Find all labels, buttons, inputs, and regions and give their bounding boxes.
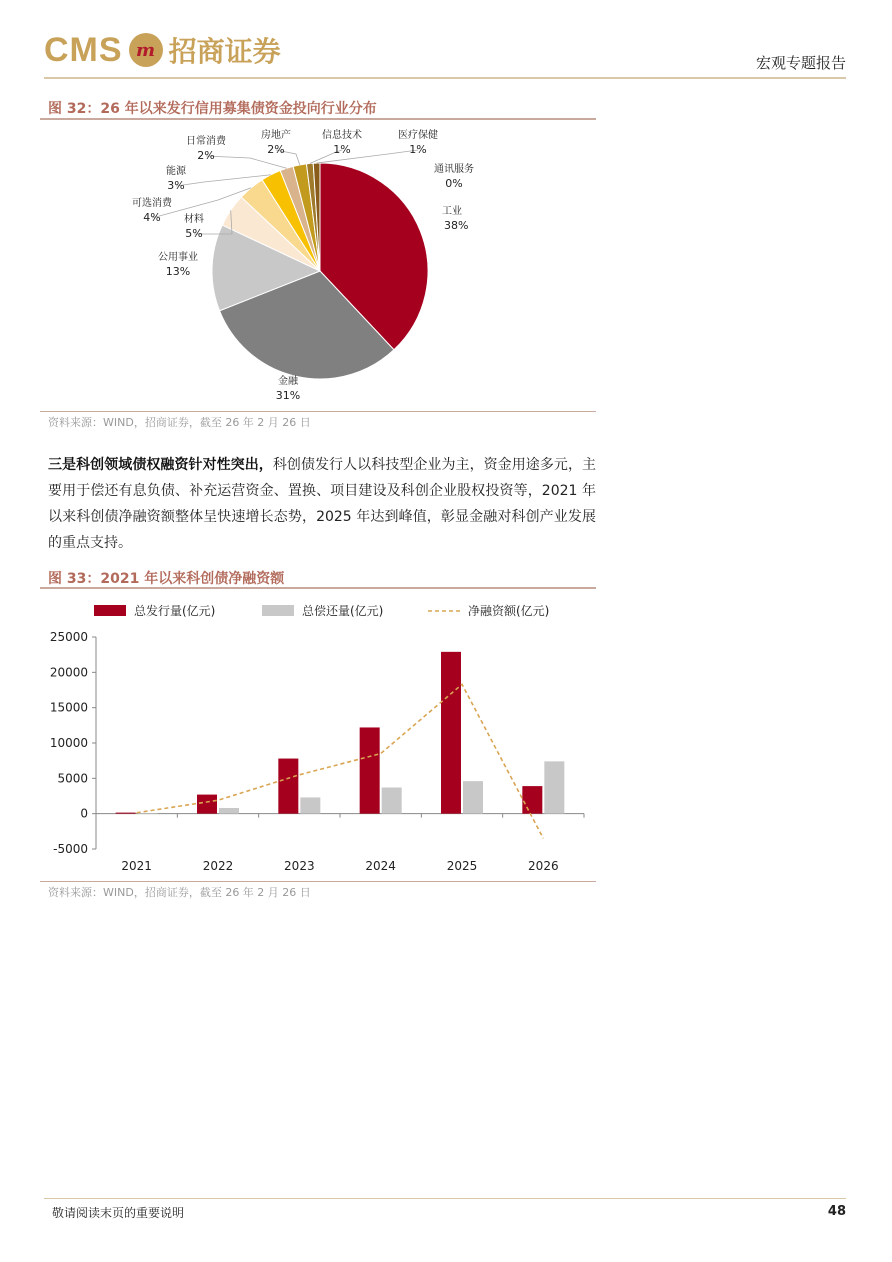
y-tick-label: 20000 — [49, 665, 88, 680]
legend-swatch — [94, 605, 126, 616]
y-tick-label: 15000 — [49, 700, 88, 715]
pie-label: 日常消费 — [186, 136, 226, 147]
pie-label: 医疗保健 — [398, 130, 438, 141]
figure33-bottom-rule — [40, 881, 596, 882]
footer-divider — [44, 1198, 846, 1199]
repayment-bar — [463, 781, 483, 814]
header-divider — [44, 77, 846, 79]
pie-value-label: 31% — [275, 389, 301, 402]
pie-value-label: 3% — [167, 179, 185, 192]
logo-mark-icon: m — [129, 33, 163, 67]
x-tick-label: 2026 — [528, 859, 559, 873]
paragraph-body: 科创债发行人以科技型企业为主，资金用途多元，主要用于偿还有息负债、补充运营资金、置换、项目建设及科创企业股权投资等，2021 年以来科创债净融资额整体呈快速增长态势，2025 年达到峰值，彰显金融对科创产业发展的重点支持。 — [48, 457, 597, 551]
body-paragraph — [48, 452, 596, 556]
company-logo — [44, 28, 281, 72]
issuance-bar — [116, 813, 136, 814]
figure33-title: 图 33：2021 年以来科创债净融资额 — [48, 571, 285, 587]
pie-value-label: 1% — [333, 143, 351, 156]
repayment-bar — [138, 814, 158, 815]
y-tick-label: 25000 — [49, 630, 88, 644]
legend-label: 总发行量(亿元) — [134, 604, 216, 618]
figure32-title: 图 32：26 年以来发行信用募集债资金投向行业分布 — [48, 101, 377, 117]
pie-value-label: 2% — [197, 149, 215, 162]
figure32-bottom-rule — [40, 411, 596, 412]
pie-label: 材料 — [184, 214, 204, 225]
figure33-top-rule — [40, 587, 596, 589]
x-tick-label: 2025 — [446, 859, 478, 873]
issuance-bar — [360, 727, 380, 813]
repayment-bar — [382, 788, 402, 814]
x-tick-label: 2021 — [121, 859, 152, 873]
pie-label: 信息技术 — [322, 130, 362, 141]
legend-label: 总偿还量(亿元) — [302, 604, 384, 618]
pie-label: 可选消费 — [132, 198, 172, 209]
pie-chart — [100, 122, 520, 412]
issuance-bar — [522, 786, 542, 814]
y-tick-label: 10000 — [49, 736, 88, 750]
y-tick-label: 5000 — [57, 771, 88, 786]
page-number: 48 — [827, 1204, 846, 1219]
logo-text: CMS — [44, 30, 123, 69]
y-tick-label: 0 — [80, 806, 88, 821]
issuance-bar — [197, 795, 217, 814]
repayment-bar — [300, 797, 320, 813]
issuance-bar — [278, 759, 298, 814]
pie-value-label: 0% — [445, 177, 463, 190]
pie-value-label: 2% — [267, 143, 285, 156]
pie-leader-line — [206, 156, 287, 168]
x-tick-label: 2023 — [284, 859, 315, 873]
figure32-top-rule — [40, 118, 596, 120]
pie-value-label: 38% — [444, 219, 469, 232]
bar-line-chart — [40, 592, 596, 880]
pie-label: 工业 — [442, 206, 462, 217]
report-type: 宏观专题报告 — [755, 54, 846, 72]
footer-note: 敬请阅读末页的重要说明 — [52, 1206, 185, 1220]
pie-label: 公用事业 — [158, 252, 198, 263]
pie-label: 房地产 — [261, 130, 291, 141]
repayment-bar — [544, 761, 564, 813]
pie-value-label: 4% — [143, 211, 161, 224]
pie-value-label: 1% — [409, 143, 427, 156]
pie-label: 金融 — [278, 376, 298, 387]
legend-label: 净融资额(亿元) — [468, 604, 550, 618]
repayment-bar — [219, 808, 239, 814]
figure32-source: 资料来源：WIND，招商证券，截至 26 年 2 月 26 日 — [48, 416, 311, 429]
y-tick-label: -5000 — [53, 842, 88, 856]
x-tick-label: 2024 — [365, 859, 396, 873]
pie-value-label: 5% — [185, 227, 203, 240]
pie-leader-line — [317, 150, 418, 163]
pie-label: 通讯服务 — [434, 164, 474, 175]
figure33-source: 资料来源：WIND，招商证券，截至 26 年 2 月 26 日 — [48, 886, 311, 899]
pie-label: 能源 — [166, 166, 186, 177]
logo-chinese-text: 招商证券 — [168, 35, 281, 68]
issuance-bar — [441, 652, 461, 814]
legend-swatch — [262, 605, 294, 616]
x-tick-label: 2022 — [202, 859, 234, 873]
paragraph-lead: 三是科创领域债权融资针对性突出， — [48, 457, 273, 473]
pie-value-label: 13% — [165, 265, 191, 278]
